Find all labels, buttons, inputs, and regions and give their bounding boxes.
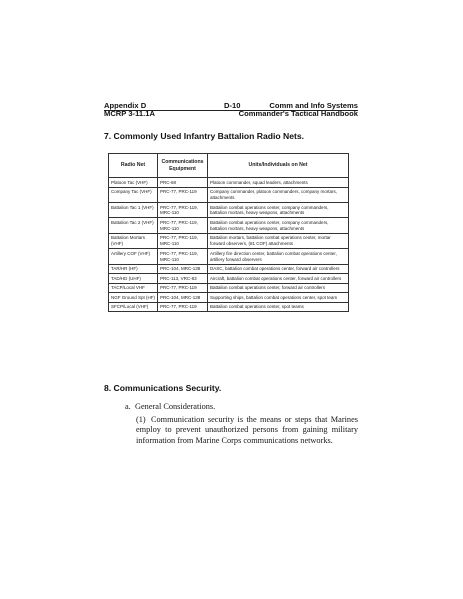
cell-radio-net: TAD/HD (UHF) (109, 274, 158, 284)
table-row (109, 218, 349, 233)
cell-units: Battalion combat operations center, spot teams (208, 302, 349, 312)
header-chapter-title: Comm and Info Systems (269, 101, 358, 110)
cell-equipment: PRC-77, PRC-119, MRC-110 (158, 218, 208, 233)
cell-equipment: PRC-104, MRC-138 (158, 293, 208, 303)
cell-radio-net: TAR/HR (HF) (109, 264, 158, 274)
cell-equipment: PRC-77, PRC-119, MRC-110 (158, 249, 208, 264)
cell-units: Battalion combat operations center, company commanders, battalion mortars, heavy weapons, attachments (208, 202, 349, 217)
header-page-number: D-10 (224, 101, 241, 110)
table-row (109, 178, 349, 188)
cell-equipment: PRC-77, PRC-119, MRC-110 (158, 202, 208, 217)
cell-radio-net: TACP/Local VHF (109, 283, 158, 293)
cell-units: Battalion combat operations center, forward air controllers (208, 283, 349, 293)
cell-units: Battalion combat operations center, company commanders, battalion mortars, heavy weapons, attachments (208, 218, 349, 233)
cell-units: Aircraft, battalion combat operations center, forward air controllers (208, 274, 349, 284)
table-row (109, 293, 349, 303)
cell-units: Supporting ships, battalion combat operations center, spot team (208, 293, 349, 303)
cell-units: Artillery fire direction center, battalion combat operations center, artillery forward observers (208, 249, 349, 264)
table-row (109, 233, 349, 248)
section-7-title: 7. Commonly Used Infantry Battalion Radio Nets. (104, 131, 305, 141)
table-row (109, 264, 349, 274)
item-1-text: Communication security is the means or steps that Marines employ to prevent unauthorized persons from gaining military information from Marine Corps communications networks. (136, 415, 358, 445)
cell-units: Company commander, platoon commanders, company mortars, attachments (208, 187, 349, 202)
cell-radio-net: NGF Ground Spt (HF) (109, 293, 158, 303)
table-row (109, 202, 349, 217)
table-row (109, 249, 349, 264)
cell-equipment: PRC-77, PRC-119 (158, 283, 208, 293)
cell-radio-net: Company Tac (VHF) (109, 187, 158, 202)
column-header-units: Units/Individuals on Net (208, 154, 349, 178)
item-a (125, 402, 215, 412)
column-header-radio-net: Radio Net (109, 154, 158, 178)
cell-equipment: PRC-77, PRC-119 (158, 302, 208, 312)
cell-radio-net: Artillery COF (VHF) (109, 249, 158, 264)
cell-equipment: PRC-77, PRC-119 (158, 187, 208, 202)
cell-units: Platoon commander, squad leaders, attachments (208, 178, 349, 188)
header-publication-id: MCRP 3-11.1A (104, 109, 155, 118)
table-row (109, 302, 349, 312)
cell-equipment: PRC-77, PRC-119, MRC-110 (158, 233, 208, 248)
cell-equipment: PRC-104, MRC-138 (158, 264, 208, 274)
table-header-row (109, 154, 349, 178)
cell-radio-net: SFCP/Local (VHF) (109, 302, 158, 312)
item-a-text: General Considerations. (135, 402, 216, 411)
header-appendix: Appendix D (104, 101, 147, 110)
section-8-title: 8. Communications Security. (104, 383, 222, 393)
cell-equipment: PRC-113, VRC-83 (158, 274, 208, 284)
table-row (109, 274, 349, 284)
table-row (109, 283, 349, 293)
cell-units: Battalion mortars, battalion combat operations center, mortar forward observers, (81 COF) attachments (208, 233, 349, 248)
table-row (109, 187, 349, 202)
cell-radio-net: Battalion Tac 2 (VHF) (109, 218, 158, 233)
column-header-equipment: Communications Equipment (158, 154, 208, 178)
cell-radio-net: Battalion Mortars (VHF) (109, 233, 158, 248)
radio-nets-table (108, 153, 349, 312)
cell-units: DASC, battalion combat operations center, forward air controllers (208, 264, 349, 274)
header-publication-title: Commander's Tactical Handbook (238, 109, 358, 118)
cell-radio-net: Battalion Tac 1 (VHF) (109, 202, 158, 217)
cell-equipment: PRC-68 (158, 178, 208, 188)
cell-radio-net: Platoon Tac (VHF) (109, 178, 158, 188)
item-1-marker: (1) (136, 415, 146, 424)
item-a-marker: a. (125, 402, 131, 411)
item-1 (136, 415, 358, 446)
